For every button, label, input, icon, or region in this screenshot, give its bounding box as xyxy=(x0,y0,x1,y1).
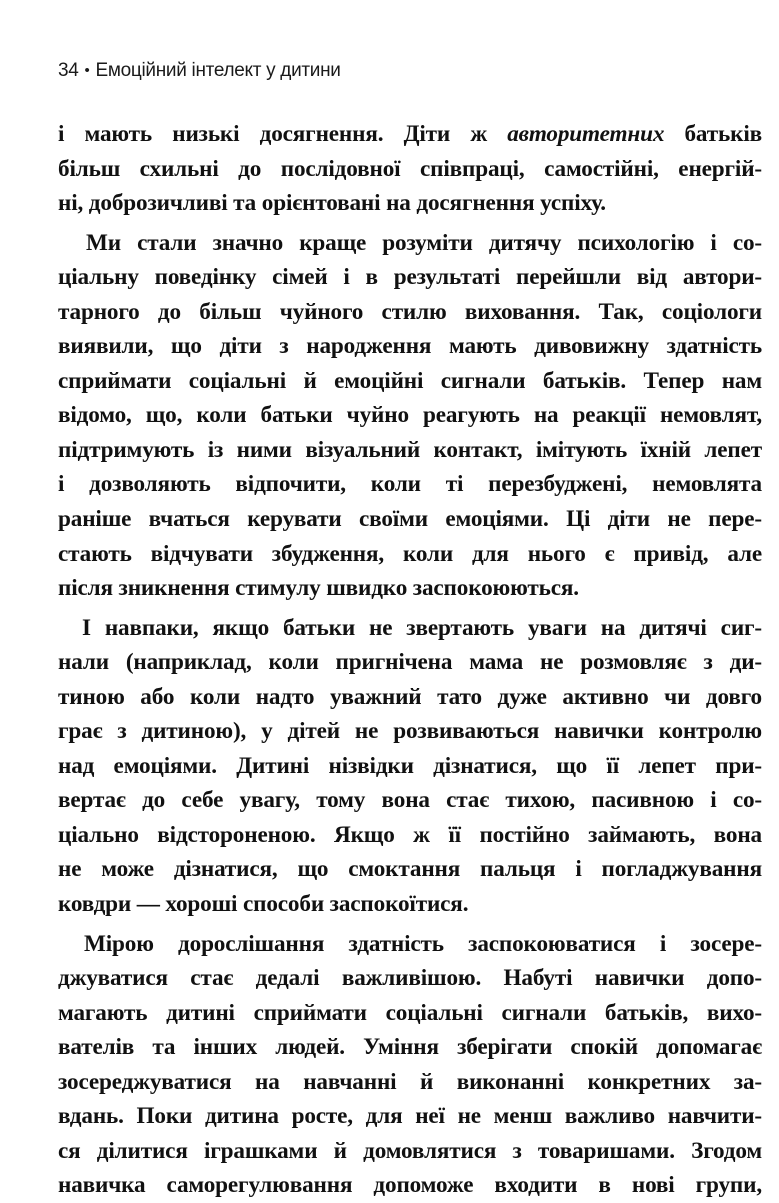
body-text xyxy=(58,117,762,1203)
book-title: Емоційний інтелект у дитини xyxy=(95,60,341,81)
paragraph-1 xyxy=(58,117,762,221)
text-line: і дозволяють відпочити, коли ті перезбуджені, немовлята xyxy=(58,471,762,498)
text-line: тарного до більш чуйного стилю виховання. Так, соціологи xyxy=(58,298,762,325)
text-line: Ми стали значно краще розуміти дитячу психологію і со- xyxy=(86,229,762,256)
text-line: стають відчувати збудження, коли для нього є привід, але xyxy=(58,540,762,567)
text-line: вертає до себе увагу, тому вона стає тихою, пасивною і со- xyxy=(58,787,762,814)
text-line: вдань. Поки дитина росте, для неї не менш важливо навчити- xyxy=(58,1103,762,1130)
text-line: сприймати соціальні й емоційні сигнали батьків. Тепер нам xyxy=(58,367,762,394)
text-line: раніше вчаться керувати своїми емоціями. Ці діти не пере- xyxy=(58,506,762,533)
text-line: нали (наприклад, коли пригнічена мама не розмовляє з ди- xyxy=(58,649,762,676)
paragraph-4 xyxy=(58,927,762,1203)
text-line: джуватися стає дедалі важливішою. Набуті навички допо- xyxy=(58,965,762,992)
text-line: навичка саморегулювання допоможе входити в нові групи, xyxy=(58,1172,762,1199)
text-line: ні, доброзичливі та орієнтовані на досягнення успіху. xyxy=(58,190,606,217)
text-line: відомо, що, коли батьки чуйно реагують на реакції немовлят, xyxy=(58,402,762,429)
text-line: підтримують із ними візуальний контакт, імітують їхній лепет xyxy=(58,436,762,463)
paragraph-2 xyxy=(58,226,762,606)
text-line: виявили, що діти з народження мають дивовижну здатність xyxy=(58,333,762,360)
text-line: не може дізнатися, що смоктання пальця і погладжування xyxy=(58,856,762,883)
page-number: 34 xyxy=(58,60,79,81)
text-line: вателів та інших людей. Уміння зберігати спокій допомагає xyxy=(58,1034,762,1061)
text-line: ковдри — хороші способи заспокоїтися. xyxy=(58,891,469,918)
header-bullet: • xyxy=(84,62,90,79)
text-line: над емоціями. Дитині нізвідки дізнатися, що її лепет при- xyxy=(58,752,762,779)
text-line: Мірою дорослішання здатність заспокоюватися і зосере- xyxy=(84,930,762,957)
text-line: ціальну поведінку сімей і в результаті перейшли від автори- xyxy=(58,264,762,291)
paragraph-3 xyxy=(58,611,762,922)
emphasis: авторитетних xyxy=(507,121,665,147)
text-line: І навпаки, якщо батьки не звертають уваги на дитячі сиг- xyxy=(82,614,762,641)
text-line: після зникнення стимулу швидко заспокоюються. xyxy=(58,575,579,602)
text-line: ціально відстороненою. Якщо ж її постійно займають, вона xyxy=(58,821,762,848)
text-line: і мають низькі досягнення. Діти ж авторитетних батьків xyxy=(58,121,762,147)
text-line: грає з дитиною), у дітей не розвиваються навички контролю xyxy=(58,718,762,745)
text-line: тиною або коли надто уважний тато дуже активно чи довго xyxy=(58,683,762,710)
text-line: магають дитині сприймати соціальні сигнали батьків, вихо- xyxy=(58,999,762,1026)
running-header xyxy=(58,60,341,82)
text-line: зосереджуватися на навчанні й виконанні конкретних за- xyxy=(58,1068,762,1095)
text-line: більш схильні до послідовної співпраці, самостійні, енергій- xyxy=(58,155,762,182)
text-line: ся ділитися іграшками й домовлятися з товаришами. Згодом xyxy=(58,1137,762,1164)
